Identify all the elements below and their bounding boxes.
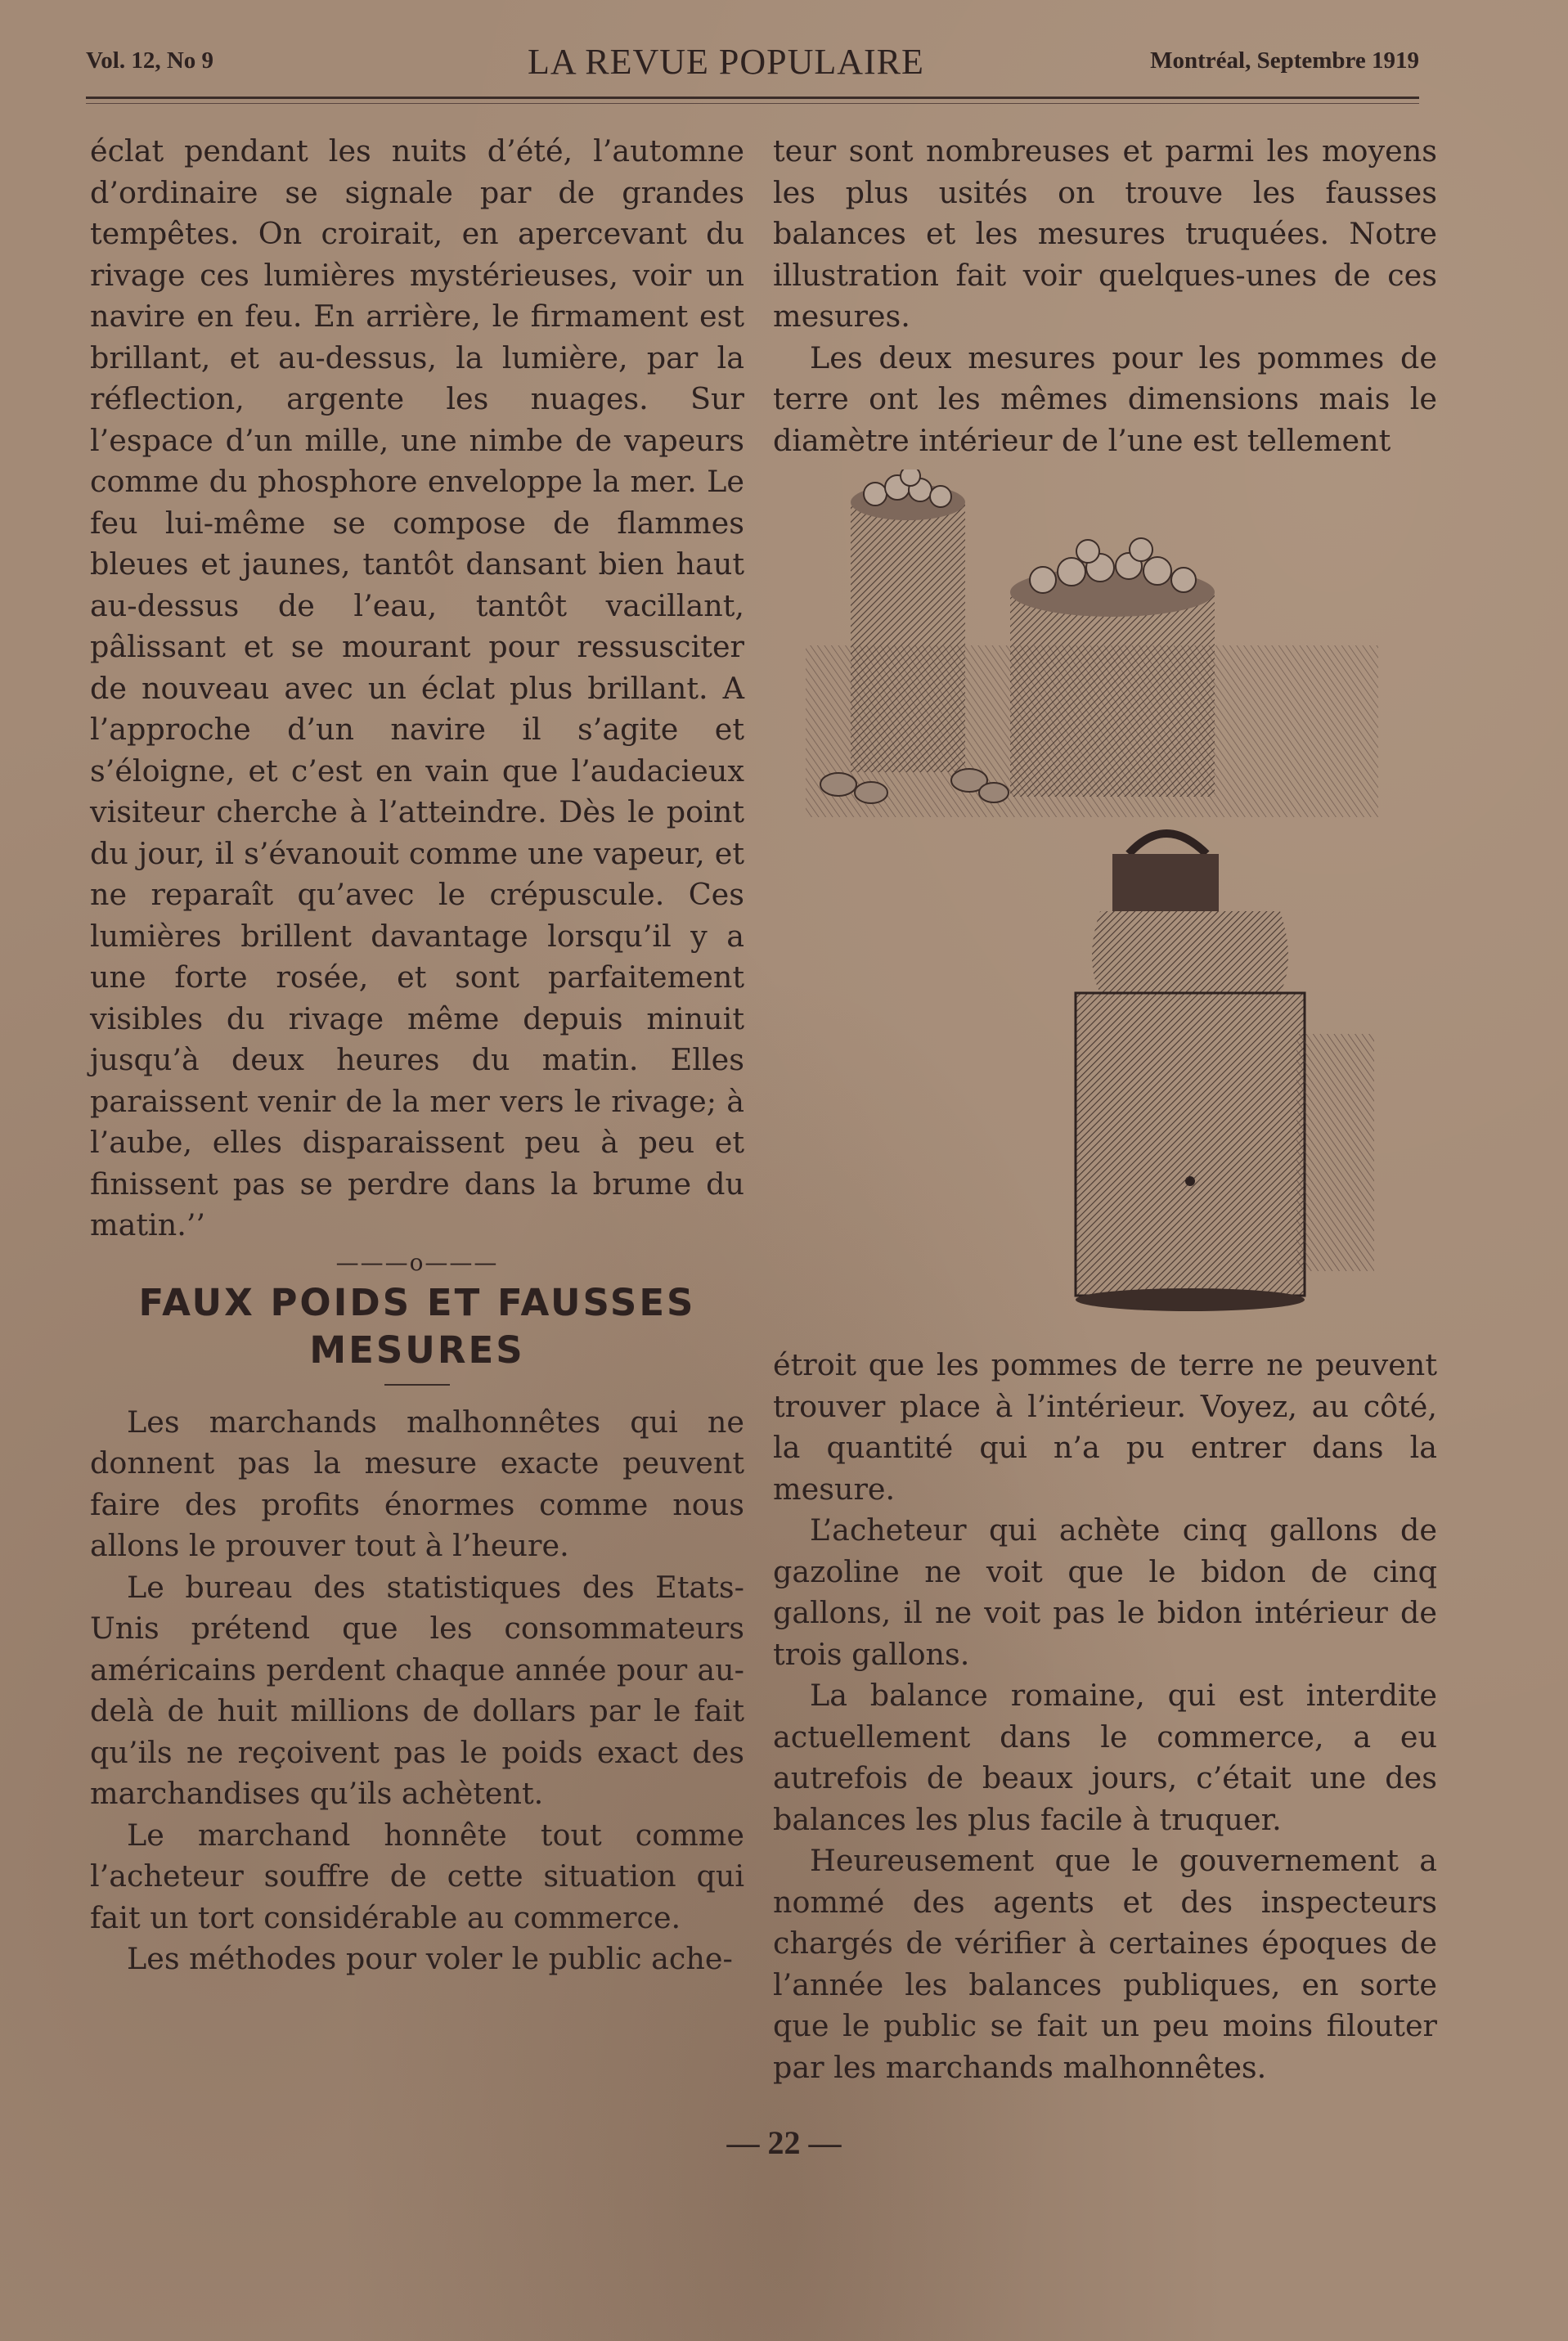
- gasoline-can-picture: [1076, 834, 1374, 1311]
- paragraph: éclat pendant les nuits d’été, l’automne d’ordinaire se signale par de grandes tempêtes. On croirait, en apercevant du rivage ces lumières mystérieuses, voir un navire en feu. En arrière, le firmament est brillant, et au-dessus, la lumière, par la réflection, argente les nuages. Sur l’espace d’un mille, une nimbe de vapeurs comme du phosphore enveloppe la mer. Le feu lui-même se compose de flammes bleues et jaunes, tantôt dansant bien haut au-dessus de l’eau, tantôt vacillant, pâlissant et se mourant pour ressusciter de nouveau avec un éclat plus brillant. A l’approche d’un navire il s’agite et s’éloigne, et c’est en vain que l’audacieux visiteur cherche à l’atteindre. Dès le point du jour, il s’évanouit comme une vapeur, et ne reparaît qu’avec le crépuscule. Ces lumières brillent davantage lorsqu’il y a une forte rosée, et sont parfaitement visibles du rivage même depuis minuit jusqu’à deux heures du matin. Elles paraissent venir de la mer vers le rivage; à l’aube, elles disparaissent peu à peu et finissent pas se perdre dans la brume du matin.’’: [90, 133, 744, 1242]
- place-date: Montréal, Septembre 1919: [1150, 47, 1419, 74]
- page-number: — 22 —: [726, 2124, 842, 2161]
- paragraph: Les deux mesures pour les pommes de terre ont les mêmes dimensions mais le diamètre intérieur de l’une est tellement: [773, 339, 1437, 458]
- header-rule: [86, 97, 1419, 99]
- right-column: [773, 131, 1437, 2088]
- paragraph: teur sont nombreuses et parmi les moyens les plus usités on trouve les fausses balances et les mesures truquées. Notre illustration fait voir quelques-unes de ces mesures.: [773, 133, 1437, 334]
- page-header: [86, 41, 1419, 90]
- measures-illustration: [806, 470, 1427, 1337]
- paragraph: L’acheteur qui achète cinq gallons de gazoline ne voit que le bidon de cinq gallons, il ne voit pas le bidon intérieur de trois gallons.: [773, 1512, 1437, 1672]
- paragraph: Le bureau des statistiques des Etats-Unis prétend que les consommateurs américains perdent chaque année pour au-delà de huit millions de dollars par le fait qu’ils ne reçoivent pas le poids exact des marchandises qu’ils achètent.: [90, 1569, 744, 1811]
- header-rule-thin: [86, 103, 1419, 104]
- magazine-title: LA REVUE POPULAIRE: [528, 42, 924, 82]
- potato-measures-picture: [806, 470, 1378, 817]
- paragraph: étroit que les pommes de terre ne peuvent trouver place à l’intérieur. Voyez, au côté, la quantité qui n’a pu entrer dans la mesure.: [773, 1347, 1437, 1507]
- paragraph: Les méthodes pour voler le public ache-: [127, 1941, 733, 1976]
- volume-number: Vol. 12, No 9: [86, 47, 214, 74]
- paragraph: Les marchands malhonnêtes qui ne donnent pas la mesure exacte peuvent faire des profits énormes comme nous allons le prouver tout à l’heure.: [90, 1404, 744, 1563]
- section-separator: ———o———: [335, 1248, 499, 1276]
- article-headline: FAUX POIDS ET FAUSSES MESURES: [138, 1280, 696, 1372]
- paragraph: Le marchand honnête tout comme l’acheteur souffre de cette situation qui fait un tort considérable au commerce.: [90, 1817, 744, 1935]
- paragraph: La balance romaine, qui est interdite actuellement dans le commerce, a eu autrefois de beaux jours, c’était une des balances les plus facile à truquer.: [773, 1678, 1437, 1837]
- headline-rule: [384, 1384, 450, 1386]
- left-column: [90, 131, 744, 1980]
- paragraph: Heureusement que le gouvernement a nommé des agents et des inspecteurs chargés de vérifier à certaines époques de l’année les balances publiques, en sorte que le public se fait un peu moins filouter par les marchands malhonnêtes.: [773, 1843, 1437, 2085]
